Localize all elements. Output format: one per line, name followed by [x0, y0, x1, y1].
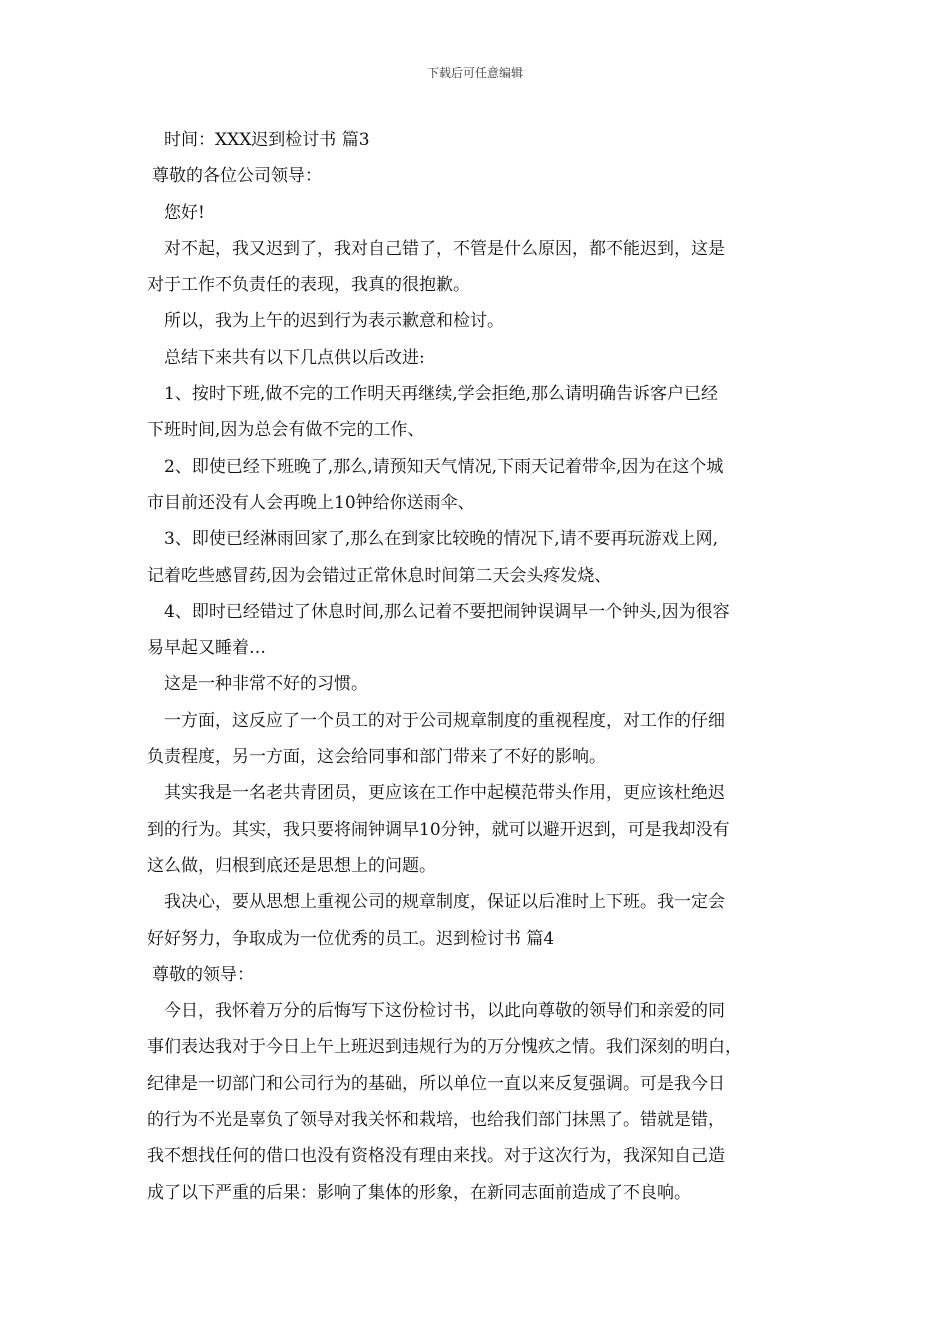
text-line: 的行为不光是辜负了领导对我关怀和栽培，也给我们部门抹黑了。错就是错，	[147, 1110, 725, 1131]
text-line: 2、即使已经下班晚了,那么,请预知天气情况,下雨天记着带伞,因为在这个城	[164, 456, 724, 477]
text-line: 到的行为。其实，我只要将闹钟调早10分钟，就可以避开迟到，可是我却没有	[147, 819, 730, 840]
text-line: 1、按时下班,做不完的工作明天再继续,学会拒绝,那么请明确告诉客户已经	[164, 384, 719, 405]
text-line: 成了以下严重的后果：影响了集体的形象，在新同志面前造成了不良响。	[147, 1182, 691, 1203]
text-line: 对于工作不负责任的表现，我真的很抱歉。	[147, 275, 470, 296]
text-line: 负责程度，另一方面，这会给同事和部门带来了不好的影响。	[147, 747, 606, 768]
text-line: 总结下来共有以下几点供以后改进:	[164, 347, 425, 368]
text-line: 事们表达我对于今日上午上班迟到违规行为的万分愧疚之情。我们深刻的明白，	[147, 1037, 742, 1058]
text-line: 对不起，我又迟到了，我对自己错了，不管是什么原因，都不能迟到，这是	[164, 238, 725, 259]
text-line: 时间：XXX迟到检讨书 篇3	[164, 130, 370, 150]
text-line: 尊敬的各位公司领导：	[152, 166, 322, 187]
text-line: 这是一种非常不好的习惯。	[164, 674, 368, 695]
text-line: 我决心，要从思想上重视公司的规章制度，保证以后准时上下班。我一定会	[164, 892, 725, 913]
text-line: 4、即时已经错过了休息时间,那么记着不要把闹钟误调早一个钟头,因为很容	[164, 601, 730, 622]
text-line: 纪律是一切部门和公司行为的基础，所以单位一直以来反复强调。可是我今日	[147, 1073, 725, 1094]
text-line: 好好努力，争取成为一位优秀的员工。迟到检讨书 篇4	[147, 928, 555, 949]
text-line: 您好!	[164, 202, 205, 223]
text-line: 尊敬的领导：	[152, 964, 254, 985]
text-line: 今日，我怀着万分的后悔写下这份检讨书，以此向尊敬的领导们和亲爱的同	[164, 1001, 725, 1022]
document-body	[147, 122, 809, 1211]
text-line: 所以，我为上午的迟到行为表示歉意和检讨。	[164, 311, 504, 332]
text-line: 3、即使已经淋雨回家了,那么在到家比较晚的情况下,请不要再玩游戏上网,	[164, 529, 719, 550]
page-header: 下载后可任意编辑	[426, 66, 523, 80]
text-line: 记着吃些感冒药,因为会错过正常休息时间第二天会头疼发烧、	[147, 565, 612, 586]
text-line: 易早起又睡着…	[147, 638, 266, 659]
text-line: 一方面，这反应了一个员工的对于公司规章制度的重视程度，对工作的仔细	[164, 710, 725, 731]
text-line: 下班时间,因为总会有做不完的工作、	[147, 420, 425, 441]
text-line: 我不想找任何的借口也没有资格没有理由来找。对于这次行为，我深知自己造	[147, 1146, 725, 1167]
text-line: 其实我是一名老共青团员，更应该在工作中起模范带头作用，更应该杜绝迟	[164, 783, 725, 804]
text-line: 市目前还没有人会再晚上10钟给你送雨伞、	[147, 492, 475, 513]
text-line: 这么做，归根到底还是思想上的问题。	[147, 855, 436, 876]
